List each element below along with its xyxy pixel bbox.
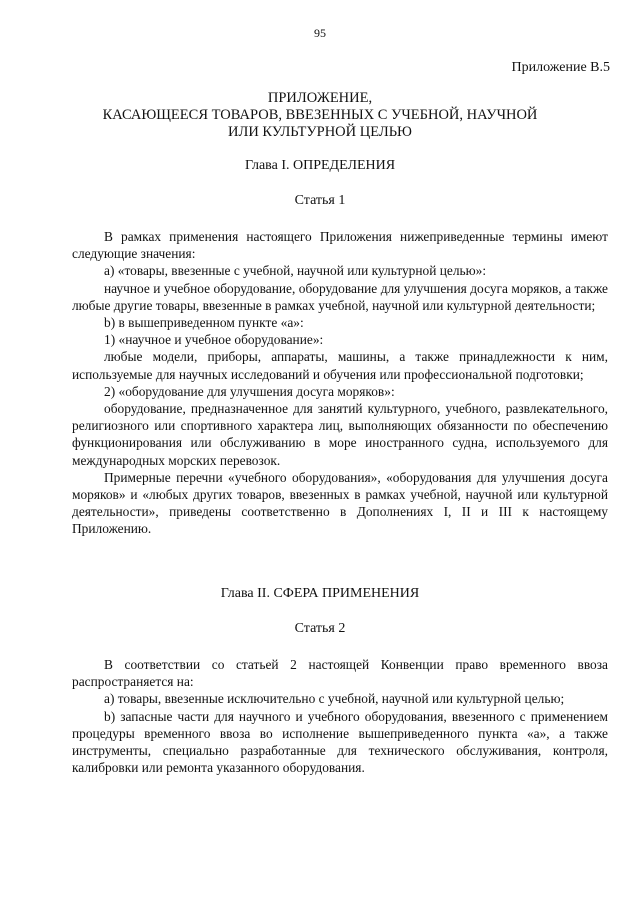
chapter-1-heading: Глава I. ОПРЕДЕЛЕНИЯ — [244, 158, 396, 173]
paragraph: а) товары, ввезенные исключительно с учебной, научной или культурной целью; — [104, 691, 565, 707]
appendix-label: Приложение В.5 — [511, 60, 610, 75]
paragraph: В рамках применения настоящего Приложения нижеприведенные термины имеют следующие значения: — [72, 229, 608, 262]
paragraph: b) запасные части для научного и учебного оборудования, ввезенного с применением процедуры временного ввоза во исполнение вышеприведенного пункта «а», а также инструменты, специально разработанные для технического обслуживания, контроля, калибровки или ремонта указанного оборудования. — [72, 708, 608, 776]
title-line: ПРИЛОЖЕНИЕ, — [267, 90, 373, 106]
paragraph: В соответствии со статьей 2 настоящей Конвенции право временного ввоза распространяется на: — [72, 657, 608, 690]
chapter-2-heading: Глава II. СФЕРА ПРИМЕНЕНИЯ — [220, 586, 420, 601]
article-2-heading: Статья 2 — [294, 621, 346, 636]
paragraph: любые модели, приборы, аппараты, машины, а также принадлежности к ним, используемые для научных исследований и обучения или профессиональной подготовки; — [72, 349, 608, 382]
document-title — [0, 90, 640, 141]
paragraph: 2) «оборудование для улучшения досуга моряков»: — [104, 383, 395, 399]
paragraph: Примерные перечни «учебного оборудования», «оборудования для улучшения досуга моряков» и «любых других товаров, ввезенных в рамках учебной, научной или культурной деятельности», приведены соответственно в Дополнениях I, II и III к настоящему Приложению. — [72, 469, 608, 537]
title-line: КАСАЮЩЕЕСЯ ТОВАРОВ, ВВЕЗЕННЫХ С УЧЕБНОЙ, НАУЧНОЙ — [102, 107, 538, 123]
paragraph: оборудование, предназначенное для занятий культурного, учебного, развлекательного, религиозного или спортивного характера лиц, выполняющих обязанности по обеспечению функционирования или обслуживанию в море иностранного судна, используемого для международных морских перевозок. — [72, 401, 608, 468]
article-1-heading: Статья 1 — [294, 193, 346, 208]
paragraph: b) в вышеприведенном пункте «а»: — [104, 315, 304, 331]
title-line: ИЛИ КУЛЬТУРНОЙ ЦЕЛЬЮ — [228, 124, 412, 140]
chapter-2-body — [72, 656, 608, 776]
chapter-1-body — [72, 228, 608, 538]
paragraph: 1) «научное и учебное оборудование»: — [104, 332, 324, 348]
paragraph: научное и учебное оборудование, оборудование для улучшения досуга моряков, а также любые другие товары, ввезенные в рамках учебной, научной или культурной деятельности; — [72, 280, 608, 313]
paragraph: а) «товары, ввезенные с учебной, научной или культурной целью»: — [104, 263, 487, 279]
page-number: 95 — [314, 26, 326, 40]
